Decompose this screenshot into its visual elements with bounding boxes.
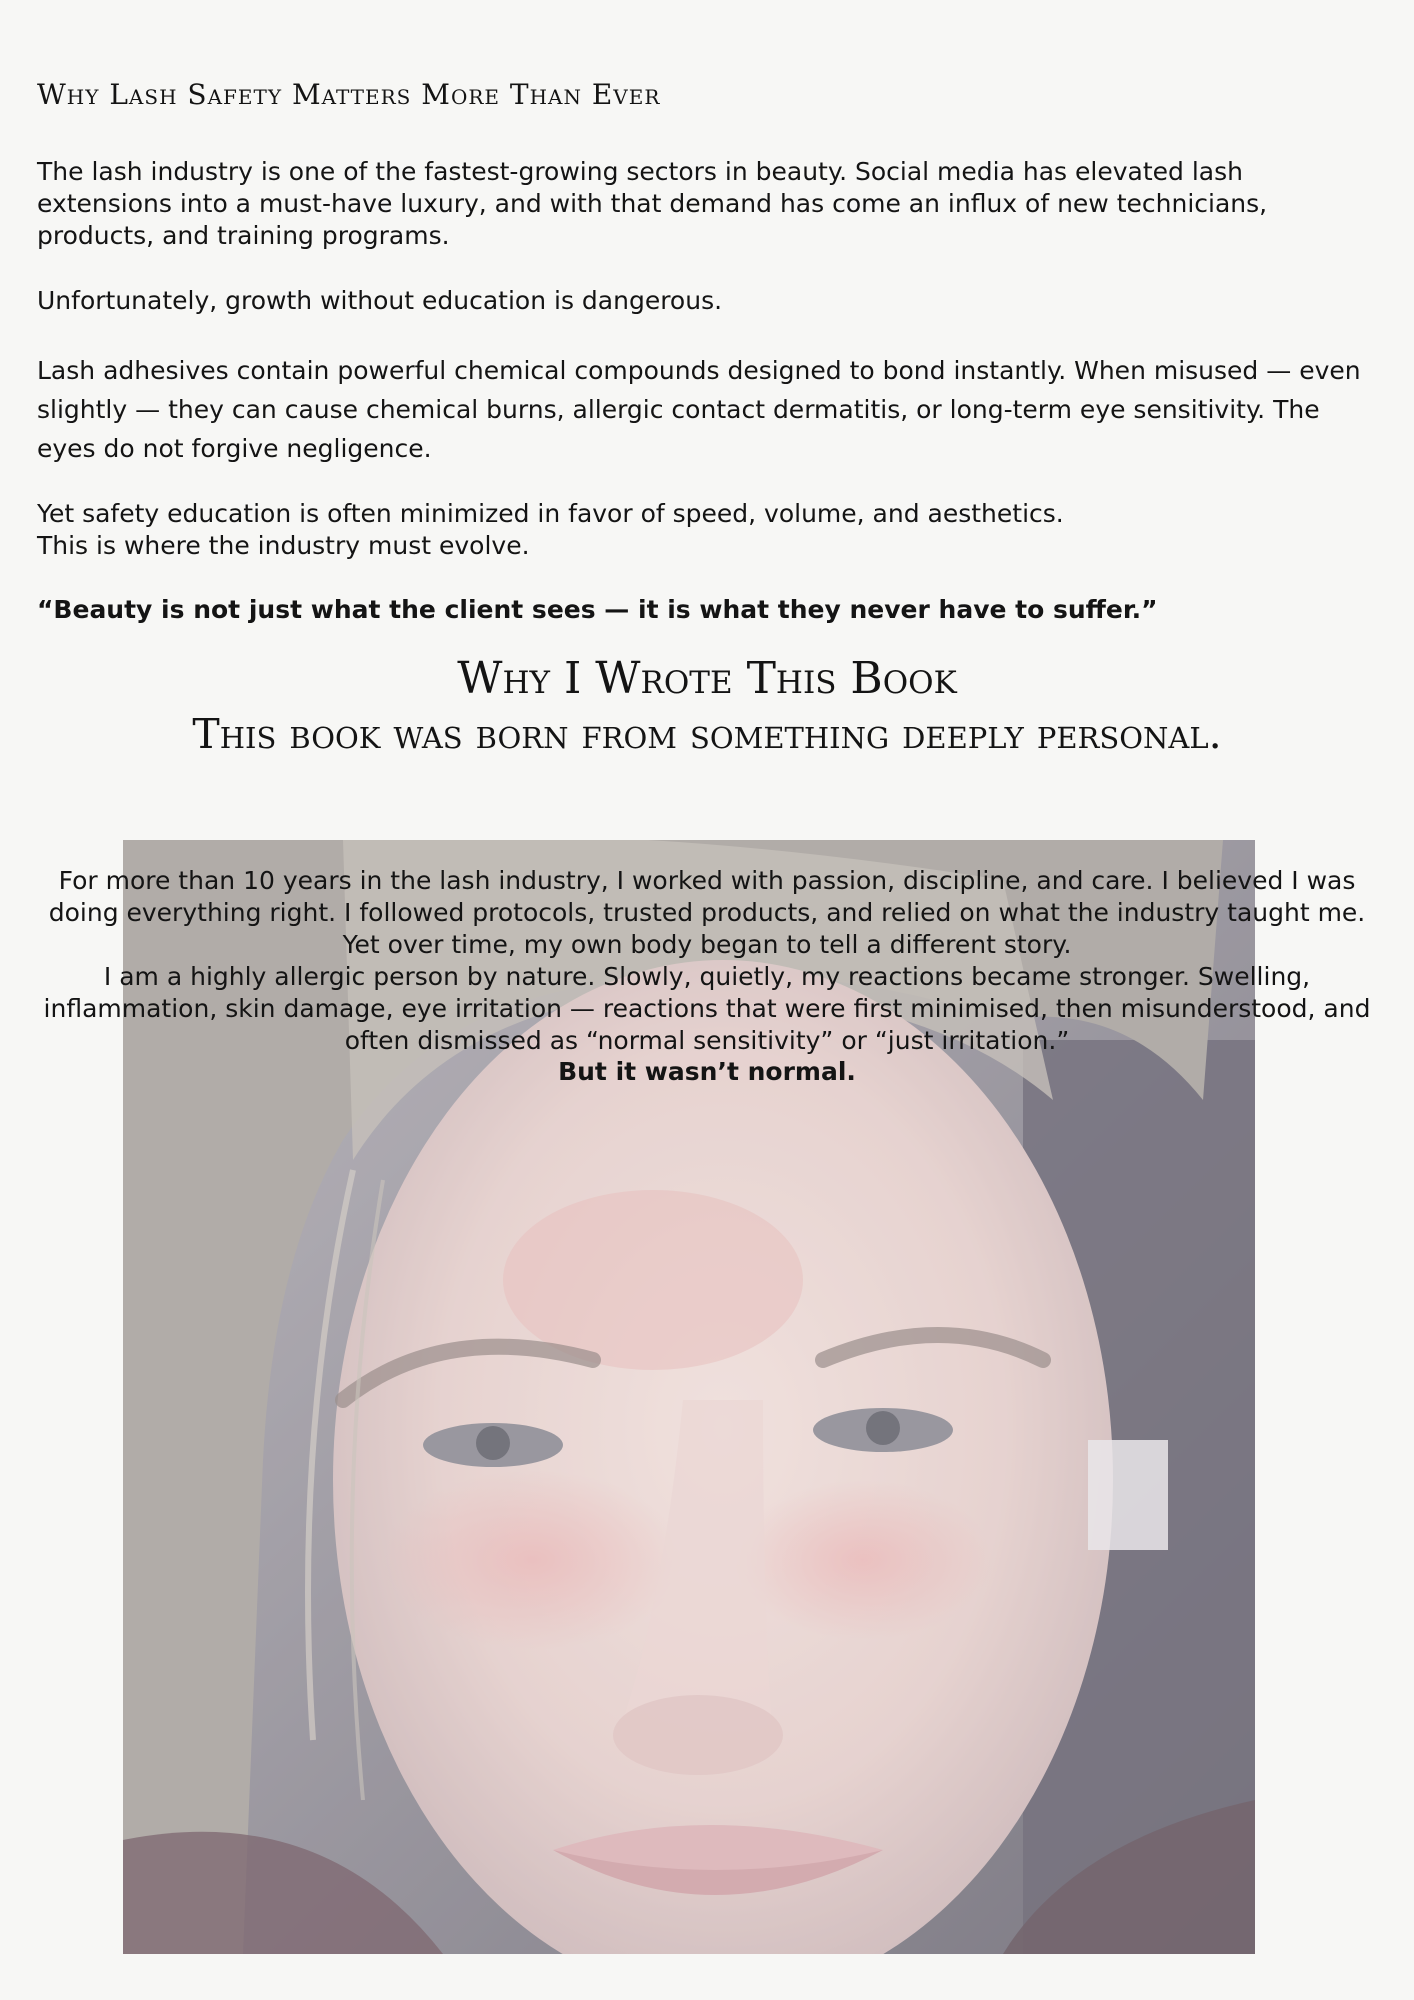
paragraph-evolve-line-1: Yet safety education is often minimized in favor of speed, volume, and aesthetics. [37, 499, 1064, 528]
paragraph-adhesives: Lash adhesives contain powerful chemical compounds designed to bond instantly. When misused — even slightly — they can cause chemical burns, allergic contact dermatitis, or long-term eye sensitivity. The eyes do not forgive negligence. [37, 356, 1361, 463]
paragraph-industry-growth: The lash industry is one of the fastest-growing sectors in beauty. Social media has elevated lash extensions into a must-have luxury, and with that demand has come an influx of new technicians, products, and training programs. [37, 157, 1268, 250]
paragraph-evolve [37, 498, 1382, 562]
story-paragraph-allergy: I am a highly allergic person by nature. Slowly, quietly, my reactions became stronger. Swelling, inflammation, skin damage, eye irritation — reactions that were first minimised, then misunderstood, and often dismissed as “normal sensitivity” or “just irritation.” [43, 962, 1371, 1055]
book-heading: Why I Wrote This Book [457, 653, 957, 704]
paragraph-evolve-line-2: This is where the industry must evolve. [37, 531, 530, 560]
pull-quote: “Beauty is not just what the client sees — it is what they never have to suffer.” [37, 595, 1158, 624]
book-subheading: This book was born from something deeply personal. [192, 710, 1222, 758]
story-paragraph-not-normal: But it wasn’t normal. [558, 1057, 856, 1086]
section-title: Why Lash Safety Matters More Than Ever [37, 78, 661, 111]
paragraph-growth-warning: Unfortunately, growth without education is dangerous. [37, 286, 723, 315]
story-paragraph-career: For more than 10 years in the lash industry, I worked with passion, discipline, and care. I believed I was doing everything right. I followed protocols, trusted products, and relied on what the industry taught me. Yet over time, my own body began to tell a different story. [48, 866, 1366, 959]
